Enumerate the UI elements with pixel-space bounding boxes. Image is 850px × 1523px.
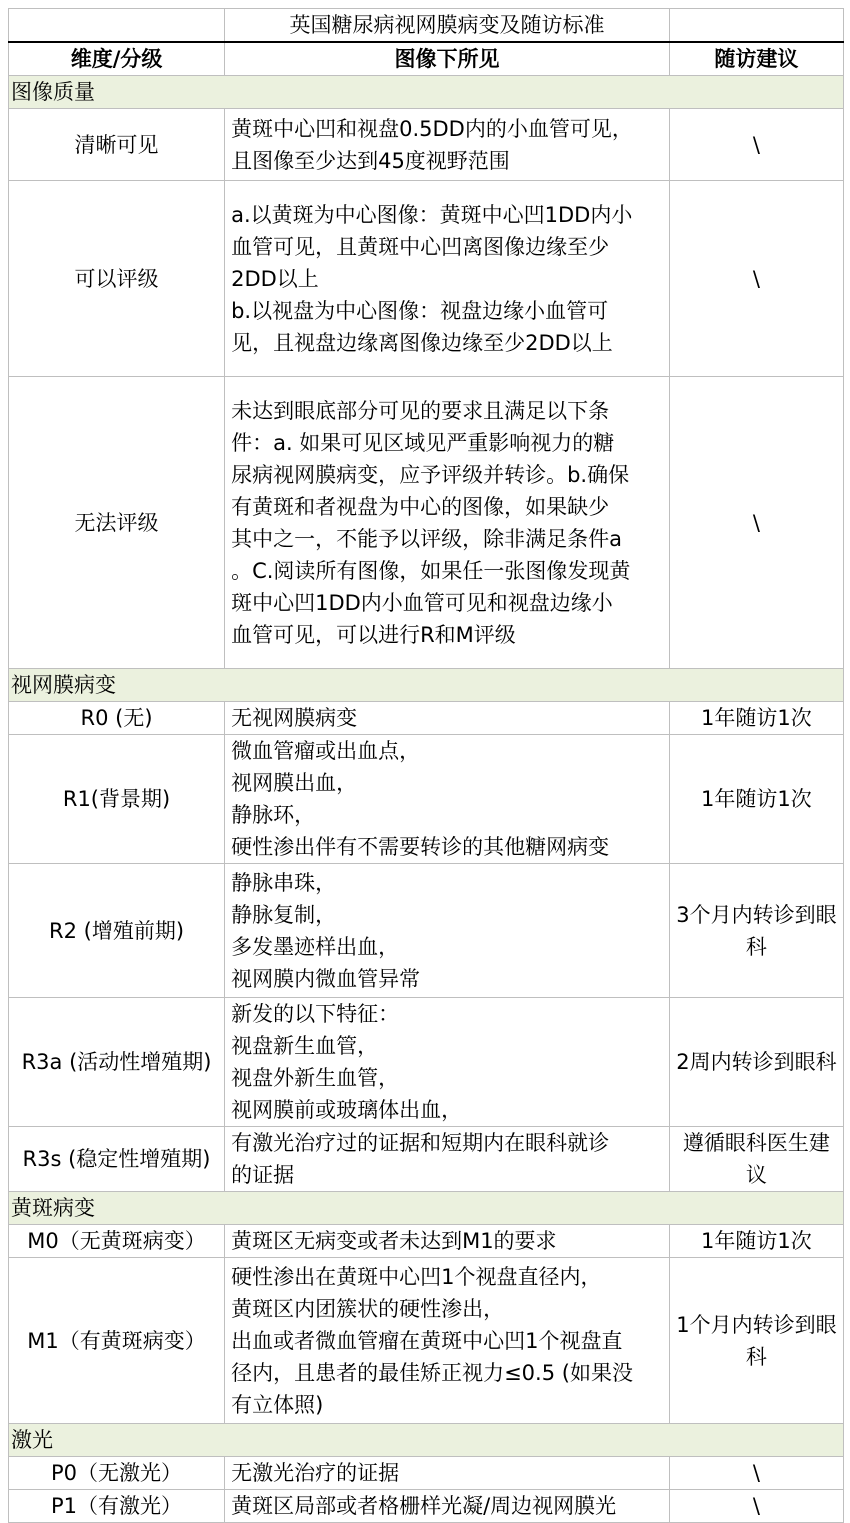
finding-cell (225, 1225, 670, 1258)
finding-line: 出血或者微血管瘤在黄斑中心凹1个视盘直 (231, 1328, 623, 1353)
grade-cell: P1（有激光） (9, 1490, 225, 1523)
section-title: 视网膜病变 (9, 669, 844, 702)
table-title: 英国糖尿病视网膜病变及随访标准 (225, 9, 670, 43)
finding-cell (225, 998, 670, 1127)
followup-cell: 1年随访1次 (669, 702, 843, 735)
section-row (9, 76, 844, 109)
retinopathy-standards-table (8, 8, 844, 1523)
finding-line: 其中之一，不能予以评级，除非满足条件a (231, 526, 622, 551)
finding-line: 静脉串珠， (231, 870, 337, 895)
finding-line: 黄斑区内团簇状的硬性渗出， (231, 1296, 505, 1321)
finding-line: 血管可见，且黄斑中心凹离图像边缘至少 (231, 234, 610, 259)
finding-line: 。C.阅读所有图像，如果任一张图像发现黄 (231, 558, 631, 583)
grade-cell: P0（无激光） (9, 1457, 225, 1490)
finding-line: 视盘新生血管， (231, 1034, 379, 1058)
finding-line: b.以视盘为中心图像：视盘边缘小血管可 (231, 298, 609, 323)
table-row (9, 735, 844, 864)
table-row (9, 1457, 844, 1490)
grade-cell: R3a (活动性增殖期) (9, 998, 225, 1127)
finding-line: 新发的以下特征： (231, 1002, 400, 1026)
finding-line: 有立体照) (231, 1392, 324, 1417)
section-title: 黄斑病变 (9, 1192, 844, 1225)
followup-cell: \ (669, 377, 843, 669)
followup-cell: \ (669, 109, 843, 181)
finding-cell (225, 377, 670, 669)
header-followup: 随访建议 (669, 42, 843, 76)
finding-line: 的证据 (231, 1163, 295, 1187)
followup-cell: 遵循眼科医生建议 (669, 1127, 843, 1192)
finding-line: 见，且视盘边缘离图像边缘至少2DD以上 (231, 330, 613, 355)
grade-cell: M0（无黄斑病变） (9, 1225, 225, 1258)
finding-line: 有黄斑和者视盘为中心的图像，如果缺少 (231, 494, 610, 519)
finding-cell (225, 702, 670, 735)
finding-line: 血管可见，可以进行R和M评级 (231, 622, 516, 647)
finding-line: 视网膜前或玻璃体出血， (231, 1098, 463, 1122)
followup-cell: \ (669, 181, 843, 377)
finding-line: 微血管瘤或出血点， (231, 739, 421, 763)
section-row (9, 1424, 844, 1457)
finding-cell (225, 1258, 670, 1424)
followup-cell: 2周内转诊到眼科 (669, 998, 843, 1127)
table-row (9, 702, 844, 735)
finding-line: 有激光治疗过的证据和短期内在眼科就诊 (231, 1131, 610, 1155)
finding-cell (225, 735, 670, 864)
finding-line: 静脉复制， (231, 902, 337, 927)
finding-cell (225, 864, 670, 998)
header-finding: 图像下所见 (225, 42, 670, 76)
followup-cell: 1年随访1次 (669, 735, 843, 864)
finding-line: 黄斑区无病变或者未达到M1的要求 (231, 1229, 557, 1253)
finding-line: 静脉环， (231, 803, 316, 827)
finding-line: 视盘外新生血管， (231, 1066, 400, 1090)
table-row (9, 1490, 844, 1523)
followup-cell: 1个月内转诊到眼科 (669, 1258, 843, 1424)
followup-cell: \ (669, 1457, 843, 1490)
finding-line: a.以黄斑为中心图像：黄斑中心凹1DD内小 (231, 202, 633, 227)
grade-cell: 可以评级 (9, 181, 225, 377)
section-row (9, 1192, 844, 1225)
section-title: 激光 (9, 1424, 844, 1457)
table-row (9, 109, 844, 181)
finding-line: 斑中心凹1DD内小血管可见和视盘边缘小 (231, 590, 613, 615)
finding-line: 多发墨迹样出血， (231, 934, 400, 959)
table-row (9, 1127, 844, 1192)
finding-line: 黄斑区局部或者格栅样光凝/周边视网膜光 (231, 1494, 617, 1518)
finding-line: 2DD以上 (231, 266, 319, 291)
table-row (9, 1258, 844, 1424)
header-row (9, 42, 844, 76)
header-grade: 维度/分级 (9, 42, 225, 76)
finding-line: 未达到眼底部分可见的要求且满足以下条 (231, 398, 610, 423)
section-title: 图像质量 (9, 76, 844, 109)
finding-cell (225, 109, 670, 181)
table-row (9, 377, 844, 669)
finding-line: 尿病视网膜病变，应予评级并转诊。b.确保 (231, 462, 630, 487)
grade-cell: R3s (稳定性增殖期) (9, 1127, 225, 1192)
grade-cell: M1（有黄斑病变） (9, 1258, 225, 1424)
section-row (9, 669, 844, 702)
grade-cell: R2 (增殖前期) (9, 864, 225, 998)
table-row (9, 1225, 844, 1258)
grade-cell: R0 (无) (9, 702, 225, 735)
grade-cell: 无法评级 (9, 377, 225, 669)
finding-line: 无激光治疗的证据 (231, 1461, 400, 1485)
title-row (9, 9, 844, 43)
finding-line: 无视网膜病变 (231, 706, 358, 730)
table-row (9, 998, 844, 1127)
finding-line: 且图像至少达到45度视野范围 (231, 148, 510, 173)
followup-cell: \ (669, 1490, 843, 1523)
finding-line: 件：a. 如果可见区域见严重影响视力的糖 (231, 430, 615, 455)
grade-cell: R1(背景期) (9, 735, 225, 864)
finding-cell (225, 1457, 670, 1490)
grade-cell: 清晰可见 (9, 109, 225, 181)
finding-cell (225, 181, 670, 377)
finding-line: 硬性渗出在黄斑中心凹1个视盘直径内， (231, 1264, 602, 1289)
finding-line: 黄斑中心凹和视盘0.5DD内的小血管可见， (231, 116, 633, 141)
table-row (9, 181, 844, 377)
finding-line: 径内，且患者的最佳矫正视力≤0.5 (如果没 (231, 1360, 633, 1385)
finding-cell (225, 1490, 670, 1523)
finding-cell (225, 1127, 670, 1192)
followup-cell: 3个月内转诊到眼科 (669, 864, 843, 998)
finding-line: 视网膜出血， (231, 771, 358, 795)
finding-line: 视网膜内微血管异常 (231, 966, 421, 991)
table-row (9, 864, 844, 998)
finding-line: 硬性渗出伴有不需要转诊的其他糖网病变 (231, 835, 610, 859)
followup-cell: 1年随访1次 (669, 1225, 843, 1258)
